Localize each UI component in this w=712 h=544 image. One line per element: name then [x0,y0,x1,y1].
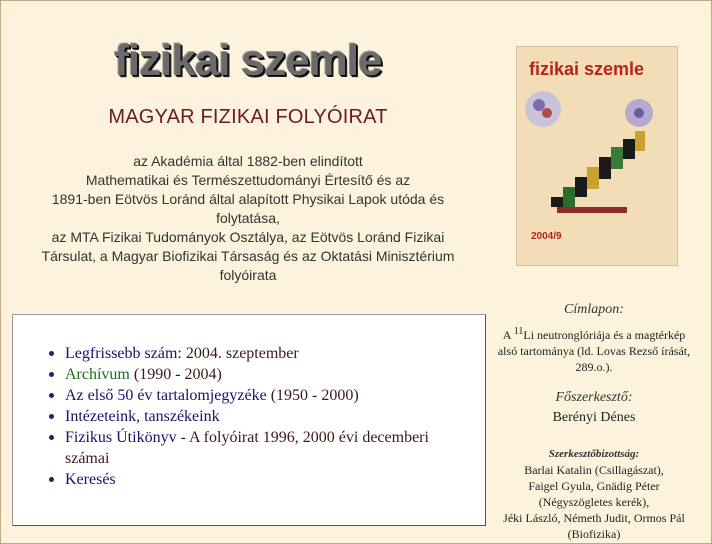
cover-title: fizikai szemle [529,59,645,79]
board-line: Faigel Gyula, Gnädig Péter [528,479,660,493]
intro-line: Társulat, a Magyar Biofizikai Társaság és az Oktatási Minisztérium [41,248,455,264]
intro-line: folyóirata [219,267,277,283]
archive-range: (1990 - 2004) [129,366,222,383]
archive-link[interactable]: Archívum [65,366,130,383]
editor-block [494,390,694,426]
board-line: Jéki László, Németh Judit, Ormos Pál [503,511,685,525]
cover-image[interactable] [516,46,678,266]
bullet-icon [49,351,54,356]
intro-line: Mathematikai és Természettudományi Értesítő és az [85,172,411,188]
fizikai-szemle-logo[interactable]: fizikai szemle [114,36,382,85]
menu-item-latest [47,343,477,364]
navigation-menu [12,314,486,526]
intro-line: az MTA Fizikai Tudományok Osztálya, az Eötvös Loránd Fizikai [51,229,445,245]
menu-item-search [47,469,477,490]
bullet-icon [49,477,54,482]
intro-text [10,152,486,285]
intro-line: az Akadémia által 1882-ben elindított [133,153,363,169]
cover-caption-sup: 11 [513,326,524,337]
cover-caption [494,302,694,375]
guidebook-desc: - A folyóirat 1996, 2000 évi decemberi számai [65,429,429,467]
institutes-link[interactable]: Intézeteink, tanszékeink [65,408,220,425]
menu-item-institutes [47,406,477,427]
bullet-icon [49,414,54,419]
editor-heading: Főszerkesztő: [555,390,633,405]
cover-caption-text [494,324,694,375]
intro-line: 1891-ben Eötvös Loránd által alapított Physikai Lapok utóda és [51,191,445,207]
menu-item-archive [47,364,477,385]
board-heading: Szerkesztőbizottság: [548,448,640,460]
intro-line: folytatása, [216,210,280,226]
guidebook-link[interactable]: Fizikus Útikönyv [65,429,177,446]
cover-caption-body: Li neutronglóriája és a magtérkép alsó tartománya (ld. Lovas Rezső írását, 289.o.). [497,328,691,374]
toc-link[interactable]: Az első 50 év tartalomjegyzéke [65,387,267,404]
menu-item-toc [47,385,477,406]
page-subtitle: MAGYAR FIZIKAI FOLYÓIRAT [108,106,388,128]
latest-issue-date: 2004. szeptember [181,345,299,362]
bullet-icon [49,393,54,398]
latest-issue-link[interactable]: Legfrissebb szám: [65,345,182,362]
board-line: (Négyszögletes kerék), [538,495,650,509]
cover-issue: 2004/9 [531,231,562,242]
bullet-icon [49,372,54,377]
bullet-icon [49,435,54,440]
cover-caption-pre: A [502,328,514,342]
toc-range: (1950 - 2000) [266,387,359,404]
menu-item-guidebook [47,427,477,469]
editorial-board [494,446,694,542]
editor-name: Berényi Dénes [552,410,636,425]
board-line: Barlai Katalin (Csillagászat), [524,463,664,477]
board-line: (Biofizika) [567,527,621,541]
search-link[interactable]: Keresés [65,471,116,488]
cover-caption-heading: Címlapon: [564,302,624,317]
